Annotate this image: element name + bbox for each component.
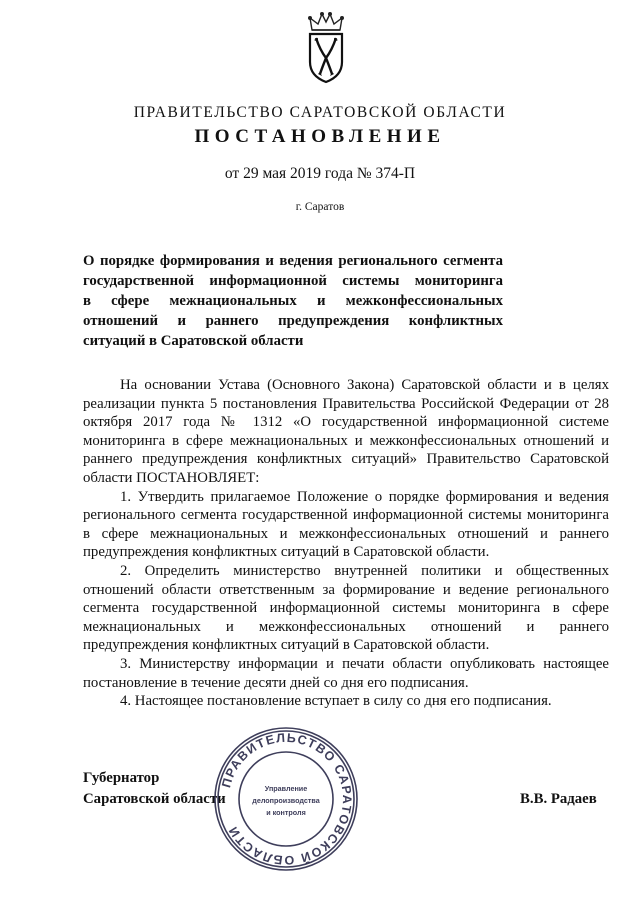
signatory-name: В.В. Радаев: [520, 791, 597, 807]
date-and-number: от 29 мая 2019 года № 374-П: [224, 165, 416, 182]
document-subject: [83, 251, 503, 351]
subject-line: государственной информационной системы мониторинга: [83, 273, 503, 289]
position-line-1: Губернатор: [83, 770, 160, 786]
paragraph-item-1: 1. Утвердить прилагаемое Положение о порядке формирования и ведения регионального сегмента государственной информационной системы мониторинга в сфере межнациональных и межконфессиональных отношений и раннего предупреждения конфликтных ситуаций в Саратовской области.: [83, 488, 609, 561]
stamp-ring-text: ПРАВИТЕЛЬСТВО САРАТОВСКОЙ ОБЛАСТИ: [219, 730, 355, 868]
subject-line: в сфере межнациональных и межконфессиональных: [83, 293, 503, 309]
stamp-center-line-2: делопроизводства: [252, 796, 320, 805]
government-name: ПРАВИТЕЛЬСТВО САРАТОВСКОЙ ОБЛАСТИ: [133, 104, 507, 121]
document-body: [83, 376, 609, 711]
preamble-paragraph: На основании Устава (Основного Закона) Саратовской области и в целях реализации пункта 5 постановления Правительства Российской Федерации от 28 октября 2017 года № 1312 «О государственной информационной системе мониторинга в сфере межнациональных и межконфессиональных отношений и раннего предупреждения конфликтных ситуаций» Правительство Саратовской области ПОСТАНОВЛЯЕТ:: [83, 377, 609, 486]
subject-line: О порядке формирования и ведения регионального сегмента: [83, 253, 503, 269]
paragraph-item-3: 3. Министерству информации и печати области опубликовать настоящее постановление в течение десяти дней со дня его подписания.: [83, 655, 609, 691]
paragraph-item-2: 2. Определить министерство внутренней политики и общественных отношений области ответственным за формирование и ведение регионального сегмента государственной информационной системы мониторинга в сфере межнациональных и межконфессиональных отношений и раннего предупреждения конфликтных ситуаций в Саратовской области.: [83, 562, 609, 654]
subject-line: ситуаций в Саратовской области: [83, 333, 304, 349]
stamp-center-line-3: и контроля: [266, 808, 306, 817]
signatory-position: [83, 768, 226, 810]
city: г. Саратов: [295, 201, 345, 213]
coat-of-arms-icon: [302, 10, 350, 84]
stamp-center-line-1: Управление: [264, 784, 308, 793]
document-type: ПОСТАНОВЛЕНИЕ: [194, 126, 446, 147]
paragraph-item-4: 4. Настоящее постановление вступает в силу со дня его подписания.: [120, 693, 552, 710]
official-stamp-icon: [212, 725, 360, 873]
position-line-2: Саратовской области: [83, 791, 226, 807]
subject-line: отношений и раннего предупреждения конфликтных: [83, 313, 503, 329]
